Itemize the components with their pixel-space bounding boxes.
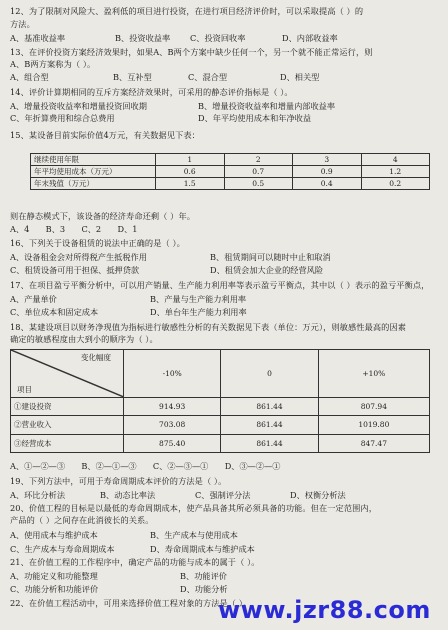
answer-option-q21o2: B、功能评价	[180, 571, 227, 581]
question-line-q18b: 确定的敏感程度由大到小的顺序为（ ）。	[10, 334, 158, 344]
answer-option-q20o4: D、寿命周期成本与维护成本	[150, 544, 255, 554]
answer-option-q19o3: C、强制评分法	[195, 490, 251, 500]
question-line-q20: 20、价值工程的目标是以最低的寿命周期成本，使产品具备其所必须具备的功能。但在一定范围内，	[10, 503, 377, 513]
answer-option-q18o: A、①—②—③ B、②—①—③ C、②—③—① D、③—②—①	[10, 461, 281, 471]
answer-option-q13o2: B、互补型	[113, 72, 152, 82]
table-cell: 1019.80	[318, 416, 429, 434]
table-cell: 1.2	[361, 166, 430, 178]
corner-bottom-label: 项目	[17, 384, 32, 394]
question-line-q22: 22、在价值工程活动中，可用来选择价值工程对象的方法是（ ）。	[10, 598, 252, 608]
answer-option-q19o2: B、动态比率法	[100, 490, 156, 500]
question-line-q14: 14、评价计算期相同的互斥方案经济效果时，可采用的静态评价指标是（ ）。	[10, 87, 293, 97]
table-row	[31, 178, 430, 190]
answer-option-q12o2: B、投资收益率	[115, 33, 171, 43]
table-cell: 年末残值（万元）	[31, 178, 156, 190]
answer-option-q12o1: A、基准收益率	[10, 33, 66, 43]
equipment-cost-table	[30, 153, 430, 190]
table-cell: 875.40	[124, 434, 221, 452]
answer-option-q20o3: C、生产成本与寿命周期成本	[10, 544, 115, 554]
table-cell: 861.44	[221, 416, 318, 434]
answer-option-q13o4: D、相关型	[280, 72, 320, 82]
table-header-row	[11, 350, 430, 398]
answer-option-q17o4: D、单台年生产能力利用率	[150, 307, 247, 317]
table-cell: 861.44	[221, 434, 318, 452]
answer-option-q19o1: A、环比分析法	[10, 490, 66, 500]
corner-top-label: 变化幅度	[81, 353, 111, 362]
table-cell: 0.7	[224, 166, 293, 178]
table-row	[11, 434, 430, 452]
question-line-q19: 19、下列方法中，可用于寿命周期成本评价的方法是（ ）。	[10, 476, 227, 486]
answer-option-q13o3: C、混合型	[188, 72, 228, 82]
question-line-q12: 12、为了限制对风险大、盈利低的项目进行投资，在进行项目经济评价时，可以采取提高（ ）的	[10, 6, 364, 16]
sensitivity-table-wrap	[10, 349, 430, 453]
table-cell: 1.5	[156, 178, 225, 190]
table-cell: ②营业收入	[11, 416, 124, 434]
table-cell: 2	[224, 154, 293, 166]
answer-option-q17o1: A、产量单价	[10, 294, 57, 304]
table-cell: 914.93	[124, 397, 221, 415]
table-cell: 703.08	[124, 416, 221, 434]
corner-cell	[11, 350, 124, 398]
answer-option-q16o4: D、租赁会加大企业的经营风险	[210, 265, 324, 275]
answer-option-q20o1: A、使用成本与维护成本	[10, 530, 98, 540]
answer-option-q14o3: C、年折算费用和综合总费用	[10, 113, 115, 123]
answer-option-q17o2: B、产量与生产能力利用率	[150, 294, 247, 304]
table-cell: -10%	[124, 350, 221, 398]
answer-option-q14o2: B、增量投资收益率和增量内部收益率	[198, 101, 336, 111]
question-line-q21: 21、在价值工程的工作程序中，确定产品的功能与成本的属于（ ）。	[10, 557, 260, 567]
answer-option-q12o4: D、内部收益率	[282, 33, 338, 43]
table-cell: 3	[293, 154, 362, 166]
sensitivity-table	[10, 349, 430, 453]
answer-option-q16o3: C、租赁设备可用于担保、抵押贷款	[10, 265, 140, 275]
table-cell: 0.5	[224, 178, 293, 190]
answer-option-q16o1: A、设备租金会对所得税产生抵税作用	[10, 252, 147, 262]
answer-option-q21o4: D、功能分析	[180, 584, 228, 594]
question-line-q17: 17、在项目盈亏平衡分析中，可以用产销量、生产能力利用率等表示盈亏平衡点，其中以（ ）表示的盈亏平衡点，	[10, 280, 430, 290]
answer-option-q12o3: C、投资回收率	[190, 33, 246, 43]
question-line-q13: 13、在评价投资方案经济效果时，如果A、B两个方案中缺少任何一个，另一个就不能正常运行，则	[10, 47, 373, 57]
table-cell: 年平均使用成本（万元）	[31, 166, 156, 178]
answer-option-q20o2: B、生产成本与使用成本	[150, 530, 238, 540]
answer-option-q14o4: D、年平均使用成本和年净收益	[198, 113, 312, 123]
question-line-q15c: 则在静态模式下，该设备的经济寿命还剩（ ）年。	[10, 211, 196, 221]
table-header-row	[31, 154, 430, 166]
table-cell: 4	[361, 154, 430, 166]
question-line-q20b: 产品的（ ）之间存在此消彼长的关系。	[10, 515, 154, 525]
table-cell: 1	[156, 154, 225, 166]
answer-option-q21o1: A、功能定义和功能整理	[10, 571, 98, 581]
table-cell: 0.6	[156, 166, 225, 178]
site-watermark: www.jzr88.com	[218, 596, 431, 624]
answer-option-q13o1: A、组合型	[10, 72, 49, 82]
table-cell: 847.47	[318, 434, 429, 452]
question-line-q12b: 方法。	[10, 19, 35, 29]
table-cell: 0.9	[293, 166, 362, 178]
table-row	[31, 166, 430, 178]
table-cell: 861.44	[221, 397, 318, 415]
table-cell: 0.4	[293, 178, 362, 190]
answer-option-q19o4: D、权衡分析法	[290, 490, 346, 500]
question-line-q16: 16、下列关于设备租赁的说法中正确的是（ ）。	[10, 238, 185, 248]
answer-option-q14o1: A、增量投资收益率和增量投资回收期	[10, 101, 147, 111]
table-cell: ③经营成本	[11, 434, 124, 452]
table-row	[11, 416, 430, 434]
table-cell: 0	[221, 350, 318, 398]
table-cell: 807.94	[318, 397, 429, 415]
answer-option-q16o2: B、租赁期间可以随时中止和取消	[210, 252, 331, 262]
answer-option-q21o3: C、功能分析和功能评价	[10, 584, 99, 594]
question-line-q18: 18、某建设项目以财务净现值为指标进行敏感性分析的有关数据见下表（单位：万元），则敏感性最高的因素	[10, 322, 407, 332]
answer-option-q17o3: C、单位成本和固定成本	[10, 307, 99, 317]
question-line-q15: 15、某设备目前实际价值4万元，有关数据见下表：	[10, 130, 200, 140]
table-cell: ①建设投资	[11, 397, 124, 415]
answer-option-q15o: A、4 B、3 C、2 D、1	[10, 224, 138, 234]
table-cell: +10%	[318, 350, 429, 398]
table-cell: 继续使用年限	[31, 154, 156, 166]
table-row	[11, 397, 430, 415]
question-line-q13b: A、B两方案称为（ ）。	[10, 59, 96, 69]
table-cell: 0.2	[361, 178, 430, 190]
